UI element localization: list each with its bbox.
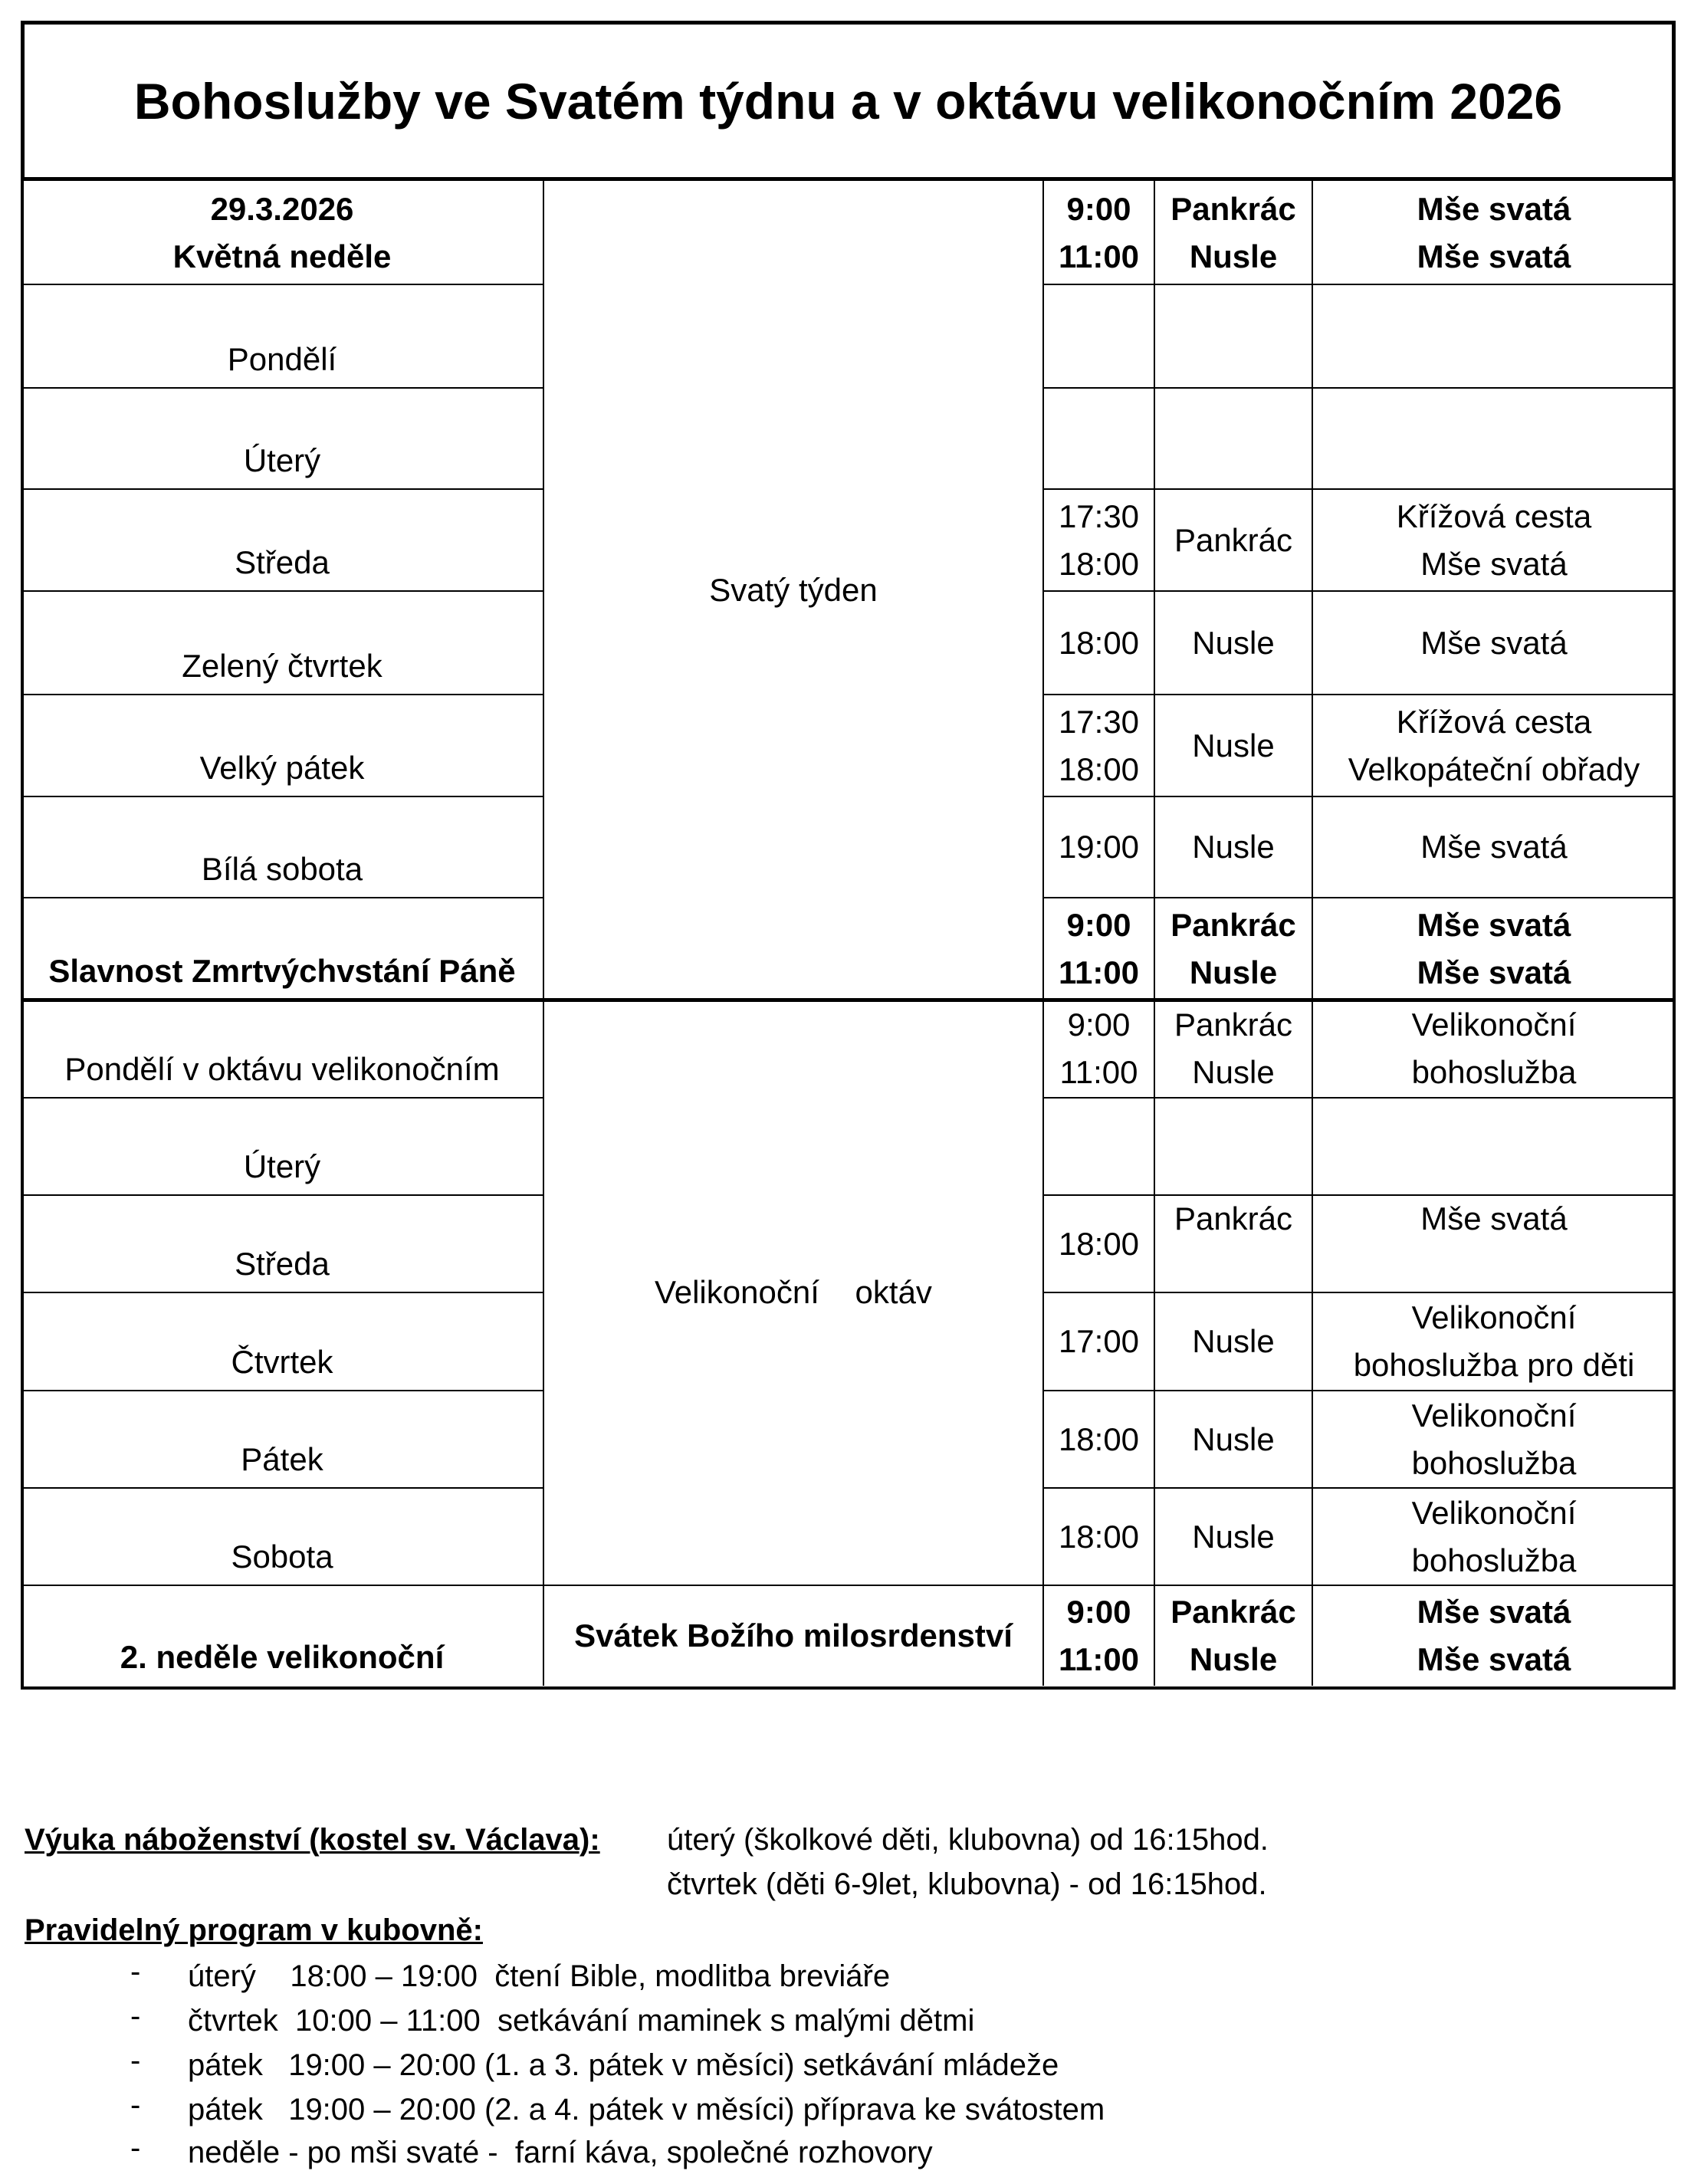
place-cell: [1154, 181, 1312, 284]
place-cell-line: Nusle: [1192, 1420, 1275, 1457]
bullet-dash: -: [130, 1999, 141, 2033]
day-cell: [21, 1292, 543, 1391]
time-cell: [1043, 1391, 1154, 1488]
place-cell: [1154, 898, 1312, 1000]
day-cell: [21, 796, 543, 898]
place-cell-line: Pankrác: [1174, 1007, 1293, 1043]
time-cell-line: 19:00: [1058, 829, 1140, 865]
place-cell: [1154, 1000, 1312, 1098]
place-cell-line: Nusle: [1192, 624, 1275, 661]
time-cell-line: 18:00: [1058, 1518, 1140, 1555]
service-cell: [1312, 1195, 1676, 1292]
day-cell: [21, 591, 543, 695]
day-cell: [21, 1000, 543, 1098]
place-cell: [1154, 1585, 1312, 1686]
time-cell: [1043, 1488, 1154, 1585]
service-cell: [1312, 1391, 1676, 1488]
time-cell-line: 17:30: [1058, 498, 1140, 534]
time-cell: [1043, 181, 1154, 284]
religion-heading: Výuka náboženství (kostel sv. Václava):: [25, 1823, 600, 1857]
section-divine-mercy-label: Svátek Božího milosrdenství: [574, 1617, 1013, 1654]
day-cell-line: Květná neděle: [172, 238, 392, 274]
service-cell-line: bohoslužba: [1411, 1054, 1577, 1090]
place-cell-line: Nusle: [1189, 238, 1278, 274]
service-cell-line: Velikonoční: [1411, 1494, 1577, 1531]
service-cell-line: Mše svatá: [1420, 1200, 1568, 1237]
place-cell: [1154, 591, 1312, 695]
time-cell-line: 9:00: [1067, 1007, 1131, 1043]
program-item: pátek 19:00 – 20:00 (2. a 4. pátek v měsíci) příprava ke svátostem: [188, 2093, 1105, 2127]
place-cell: [1154, 1391, 1312, 1488]
time-cell-line: 9:00: [1066, 190, 1131, 227]
service-cell: [1312, 284, 1676, 388]
place-cell: [1154, 695, 1312, 796]
time-cell-line: 11:00: [1058, 954, 1140, 990]
time-cell: [1043, 1585, 1154, 1686]
time-cell-line: 11:00: [1059, 1054, 1138, 1090]
section-holy-week: [543, 181, 1043, 1000]
time-cell: [1043, 1000, 1154, 1098]
place-cell: [1154, 1195, 1312, 1292]
day-cell-line: Bílá sobota: [201, 851, 363, 887]
place-cell: [1154, 1488, 1312, 1585]
time-cell-line: 9:00: [1066, 906, 1131, 943]
place-cell-line: Nusle: [1192, 829, 1275, 865]
service-cell-line: Velikonoční: [1411, 1397, 1577, 1434]
place-cell-line: Nusle: [1192, 1054, 1275, 1090]
title-box: [21, 21, 1676, 181]
service-cell-line: Křížová cesta: [1396, 703, 1592, 740]
service-cell-line: Mše svatá: [1417, 1640, 1571, 1677]
service-cell-line: Velkopáteční obřady: [1348, 750, 1640, 787]
page-title: Bohoslužby ve Svatém týdnu a v oktávu velikonočním 2026: [133, 72, 1563, 130]
service-cell-line: Mše svatá: [1420, 829, 1568, 865]
program-item: neděle - po mši svaté - farní káva, společné rozhovory: [188, 2136, 933, 2169]
place-cell: [1154, 1292, 1312, 1391]
service-cell: [1312, 1000, 1676, 1098]
service-cell: [1312, 1292, 1676, 1391]
service-cell: [1312, 181, 1676, 284]
day-cell: [21, 898, 543, 1000]
service-cell-line: Mše svatá: [1417, 954, 1571, 990]
bullet-dash: -: [130, 2088, 141, 2122]
day-cell-line: Úterý: [243, 1148, 321, 1184]
place-cell-line: Pankrác: [1170, 190, 1296, 227]
section-octave: [543, 1000, 1043, 1585]
time-cell-line: 18:00: [1058, 624, 1140, 661]
service-cell-line: Mše svatá: [1420, 545, 1568, 582]
bullet-dash: -: [130, 1955, 141, 1989]
time-cell-line: 18:00: [1058, 750, 1140, 787]
day-cell-line: Středa: [235, 544, 330, 580]
day-cell-line: Pondělí v oktávu velikonočním: [64, 1051, 500, 1087]
time-cell: [1043, 695, 1154, 796]
service-cell-line: Velikonoční: [1411, 1007, 1577, 1043]
day-cell-line: Zelený čtvrtek: [182, 648, 382, 684]
place-cell-line: Nusle: [1189, 1640, 1278, 1677]
place-cell-line: Pankrác: [1170, 1593, 1296, 1630]
time-cell-line: 11:00: [1058, 1640, 1140, 1677]
program-item: pátek 19:00 – 20:00 (1. a 3. pátek v měsíci) setkávání mládeže: [188, 2048, 1059, 2082]
day-cell-line: Slavnost Zmrtvýchvstání Páně: [48, 953, 516, 989]
program-item: čtvrtek 10:00 – 11:00 setkávání maminek s malými dětmi: [188, 2004, 975, 2038]
time-cell-line: 18:00: [1058, 545, 1140, 582]
service-cell-line: Mše svatá: [1417, 1593, 1571, 1630]
service-cell-line: Mše svatá: [1420, 624, 1568, 661]
place-cell: [1154, 1098, 1312, 1195]
place-cell: [1154, 489, 1312, 591]
day-cell-line: Čtvrtek: [231, 1344, 333, 1380]
service-cell: [1312, 1488, 1676, 1585]
service-cell-line: bohoslužba: [1411, 1444, 1577, 1481]
time-cell: [1043, 1098, 1154, 1195]
section-holy-week-label: Svatý týden: [709, 572, 878, 608]
time-cell: [1043, 388, 1154, 489]
time-cell-line: 17:00: [1058, 1323, 1140, 1359]
day-cell-line: 29.3.2026: [210, 190, 354, 227]
service-cell: [1312, 796, 1676, 898]
time-cell: [1043, 1292, 1154, 1391]
day-cell: [21, 1098, 543, 1195]
program-item: úterý 18:00 – 19:00 čtení Bible, modlitba breviáře: [188, 1959, 891, 1993]
service-cell: [1312, 695, 1676, 796]
service-cell-line: bohoslužba: [1411, 1542, 1577, 1578]
time-cell-line: 9:00: [1066, 1593, 1131, 1630]
bullet-dash: -: [130, 2044, 141, 2077]
day-cell: [21, 1585, 543, 1686]
place-cell: [1154, 796, 1312, 898]
program-heading: Pravidelný program v kubovně:: [25, 1913, 483, 1947]
service-cell: [1312, 489, 1676, 591]
day-cell: [21, 388, 543, 489]
time-cell: [1043, 898, 1154, 1000]
service-cell: [1312, 898, 1676, 1000]
day-cell-line: Velký pátek: [199, 750, 365, 786]
schedule-table: [21, 177, 1676, 1690]
place-cell-line: Pankrác: [1174, 1200, 1293, 1237]
day-cell: [21, 1488, 543, 1585]
day-cell: [21, 1195, 543, 1292]
place-cell-line: Nusle: [1192, 1323, 1275, 1359]
service-cell-line: Mše svatá: [1417, 906, 1571, 943]
day-cell-line: Pondělí: [227, 341, 337, 377]
service-cell-line: Velikonoční: [1411, 1299, 1577, 1335]
time-cell-line: 17:30: [1058, 703, 1140, 740]
place-cell-line: Pankrác: [1170, 906, 1296, 943]
day-cell-line: Pátek: [241, 1441, 323, 1477]
time-cell: [1043, 1195, 1154, 1292]
day-cell-line: Úterý: [243, 442, 321, 478]
service-cell-line: Mše svatá: [1417, 238, 1571, 274]
bullet-dash: -: [130, 2131, 141, 2165]
day-cell: [21, 695, 543, 796]
place-cell-line: Pankrác: [1174, 521, 1293, 558]
service-cell-line: Křížová cesta: [1396, 498, 1592, 534]
place-cell: [1154, 284, 1312, 388]
day-cell: [21, 1391, 543, 1488]
section-divine-mercy: [543, 1585, 1043, 1686]
time-cell-line: 18:00: [1058, 1225, 1140, 1262]
day-cell-line: 2. neděle velikonoční: [120, 1639, 445, 1675]
time-cell: [1043, 591, 1154, 695]
time-cell-line: 18:00: [1058, 1420, 1140, 1457]
service-cell: [1312, 1098, 1676, 1195]
time-cell: [1043, 796, 1154, 898]
religion-line-1: úterý (školkové děti, klubovna) od 16:15hod.: [667, 1823, 1269, 1857]
place-cell: [1154, 388, 1312, 489]
place-cell-line: Nusle: [1192, 1518, 1275, 1555]
time-cell-line: 11:00: [1058, 238, 1140, 274]
section-octave-label: Velikonoční oktáv: [655, 1274, 932, 1310]
service-cell: [1312, 388, 1676, 489]
day-cell-line: Sobota: [231, 1539, 333, 1575]
place-cell-line: Nusle: [1189, 954, 1278, 990]
day-cell: [21, 181, 543, 284]
day-cell-line: Středa: [235, 1246, 330, 1282]
time-cell: [1043, 284, 1154, 388]
place-cell-line: Nusle: [1192, 727, 1275, 764]
day-cell: [21, 489, 543, 591]
service-cell: [1312, 591, 1676, 695]
religion-line-2: čtvrtek (děti 6-9let, klubovna) - od 16:15hod.: [667, 1867, 1267, 1901]
service-cell-line: bohoslužba pro děti: [1353, 1347, 1635, 1383]
time-cell: [1043, 489, 1154, 591]
service-cell-line: Mše svatá: [1417, 190, 1571, 227]
day-cell: [21, 284, 543, 388]
service-cell: [1312, 1585, 1676, 1686]
